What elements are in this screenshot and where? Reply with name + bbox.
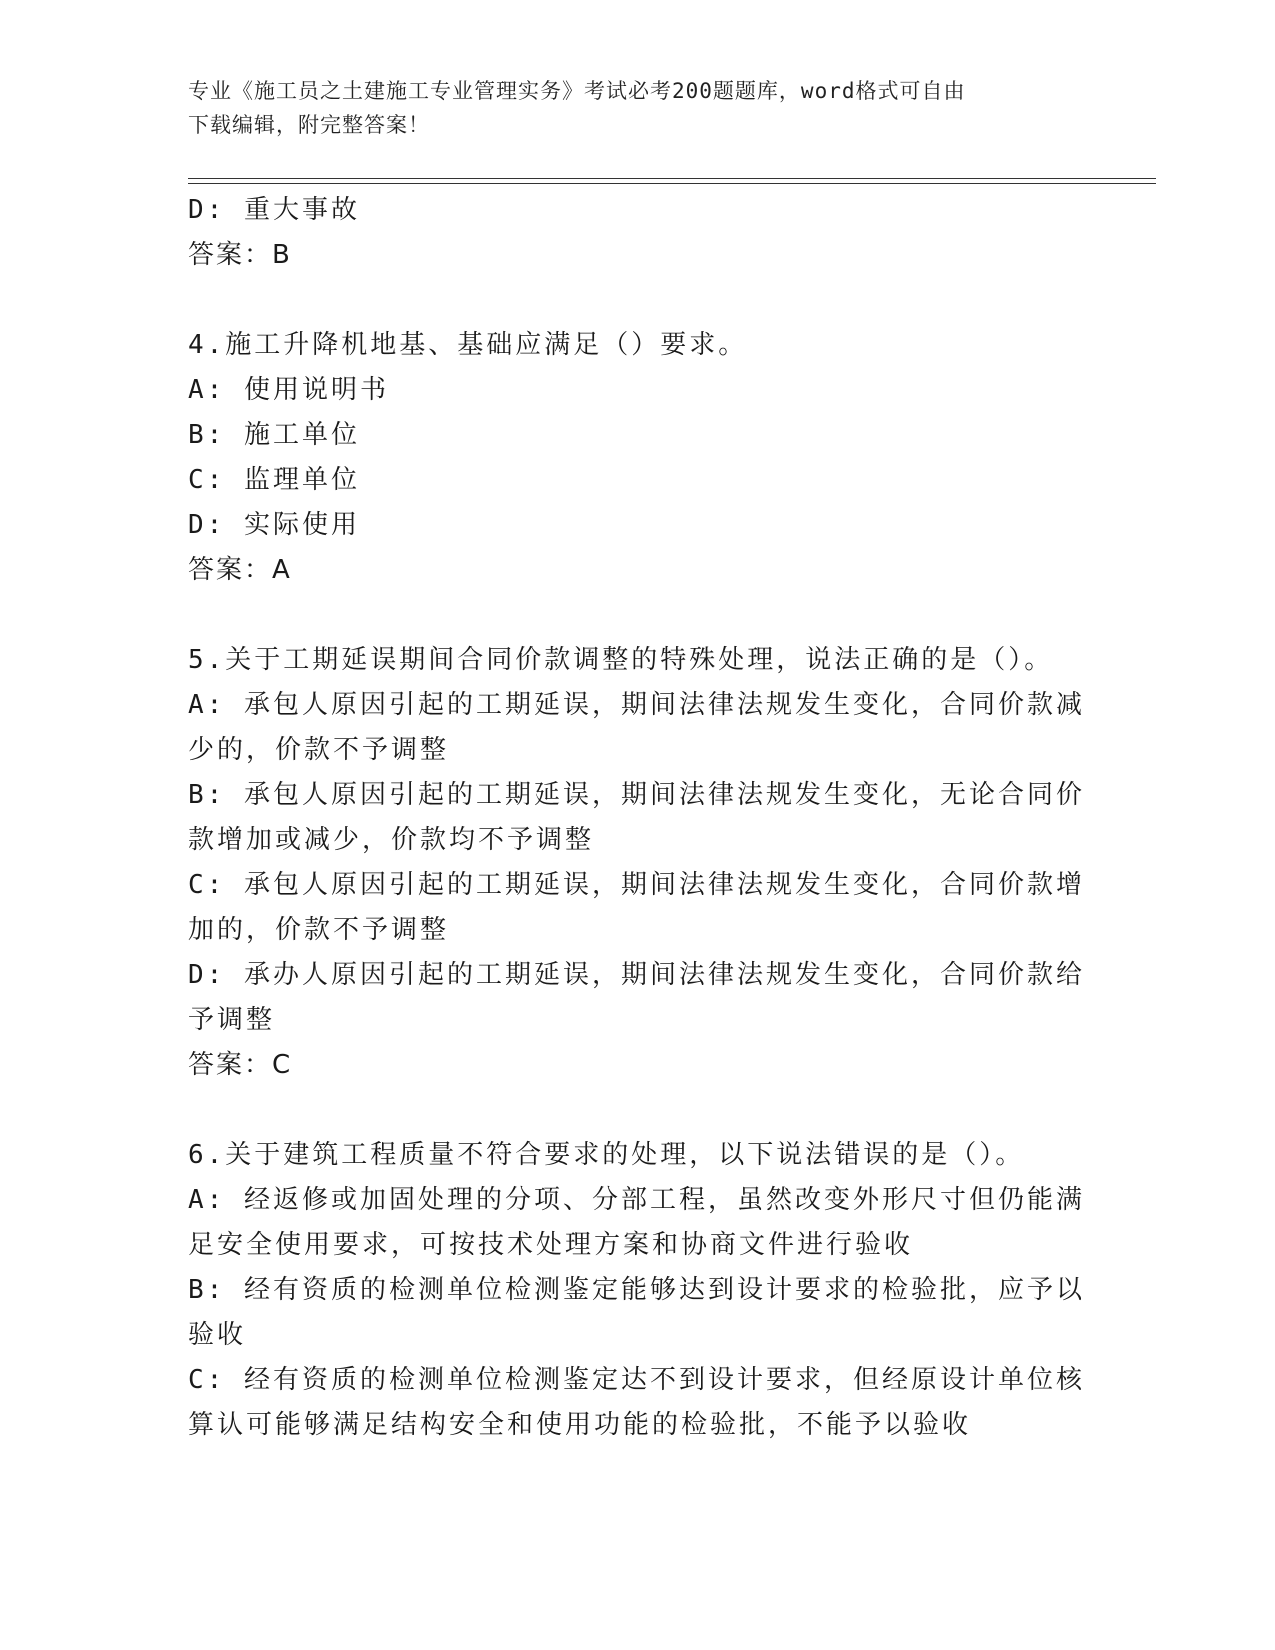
question-title: 5.关于工期延误期间合同价款调整的特殊处理，说法正确的是（）。 (188, 645, 1054, 675)
option-line: C: 承包人原因引起的工期延误，期间法律法规发生变化，合同价款增 (188, 870, 1085, 900)
option-line: 款增加或减少，价款均不予调整 (188, 825, 595, 855)
option-a: A: 使用说明书 (188, 375, 389, 405)
option-a (188, 683, 1088, 773)
option-c (188, 1358, 1088, 1448)
option-line: B: 经有资质的检测单位检测鉴定能够达到设计要求的检验批，应予以 (188, 1275, 1085, 1305)
option-c (188, 863, 1088, 953)
question-title: 6.关于建筑工程质量不符合要求的处理，以下说法错误的是（）。 (188, 1140, 1025, 1170)
question-5 (188, 638, 1088, 1088)
header-line-2: 下载编辑，附完整答案！ (188, 113, 430, 137)
option-b: B: 施工单位 (188, 420, 360, 450)
option-d-q3: D: 重大事故 (188, 195, 360, 225)
document-body (188, 188, 1088, 1448)
option-a (188, 1178, 1088, 1268)
option-line: 予调整 (188, 1005, 276, 1035)
option-c: C: 监理单位 (188, 465, 360, 495)
question-4 (188, 323, 1088, 593)
option-line: A: 承包人原因引起的工期延误，期间法律法规发生变化，合同价款减 (188, 690, 1085, 720)
option-line: 少的，价款不予调整 (188, 735, 450, 765)
option-d: D: 实际使用 (188, 510, 360, 540)
option-line: C: 经有资质的检测单位检测鉴定达不到设计要求，但经原设计单位核 (188, 1365, 1085, 1395)
question-6 (188, 1133, 1088, 1448)
header-line-1: 专业《施工员之土建施工专业管理实务》考试必考200题题库，word格式可自由 (188, 79, 966, 103)
option-line: 验收 (188, 1320, 247, 1350)
option-b (188, 773, 1088, 863)
option-line: 算认可能够满足结构安全和使用功能的检验批，不能予以验收 (188, 1410, 972, 1440)
option-line: D: 承办人原因引起的工期延误，期间法律法规发生变化，合同价款给 (188, 960, 1085, 990)
option-line: 足安全使用要求，可按技术处理方案和协商文件进行验收 (188, 1230, 914, 1260)
answer-q3: 答案：B (188, 240, 292, 270)
option-line: A: 经返修或加固处理的分项、分部工程，虽然改变外形尺寸但仍能满 (188, 1185, 1085, 1215)
header-divider-top (188, 178, 1156, 179)
option-d (188, 953, 1088, 1043)
header-divider-bottom (188, 183, 1156, 184)
answer: 答案：A (188, 555, 292, 585)
answer: 答案：C (188, 1050, 293, 1080)
option-line: 加的，价款不予调整 (188, 915, 450, 945)
option-b (188, 1268, 1088, 1358)
option-line: B: 承包人原因引起的工期延误，期间法律法规发生变化，无论合同价 (188, 780, 1085, 810)
document-header (188, 74, 1068, 142)
question-title: 4.施工升降机地基、基础应满足（）要求。 (188, 330, 748, 360)
